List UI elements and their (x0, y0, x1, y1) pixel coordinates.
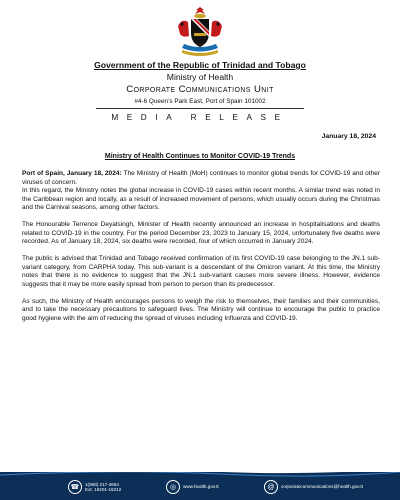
media-release-label: MEDIA RELEASE (111, 113, 289, 122)
paragraph-intro (22, 170, 380, 187)
website-link[interactable]: www.health.gov.tt (183, 484, 219, 490)
paragraph-2: In this regard, the Ministry notes the global increase in COVID-19 cases within recent months. A similar trend was noted in the Caribbean region and locally, as a result of increased movement of persons, which usually occurs during the Christmas and the Carnival seasons, among other factors. (22, 187, 380, 211)
government-title: Government of the Republic of Trinidad and Tobago (94, 60, 306, 70)
phone-number: 1(868) 217-4664 (85, 481, 119, 487)
paragraph-3: The Honourable Terrence Deyalsingh, Minister of Health recently announced an increase in hospitalisations and deaths related to COVID-19 in the country. For the period December 23, 2023 to January 15, 2024, unfortunately five deaths were recorded. As of January 18, 2024, six deaths were recorded, four of which occurred in January 2024. (22, 221, 380, 245)
header-divider (96, 108, 304, 109)
release-date: January 18, 2024 (321, 133, 376, 140)
paragraph-4: The public is advised that Trinidad and Tobago received confirmation of its first COVID-19 case belonging to the JN.1 sub-variant category, from CARPHA today. This sub-variant is a descendant of the Omicron variant. At this time, the Ministry notes that there is no evidence to suggest that the JN.1 sub-variant causes more severe illness. However, evidence suggests that it may be more easily spread from person to person than its predecessor. (22, 255, 380, 288)
phone-contact[interactable] (68, 480, 121, 494)
ministry-name: Ministry of Health (166, 72, 234, 82)
website-contact[interactable] (166, 480, 219, 494)
phone-extension: Ext. 16201-16212 (85, 487, 122, 492)
phone-icon: ☎ (68, 480, 82, 494)
contact-footer (0, 472, 400, 500)
paragraph-intro-text: The Ministry of Health (MoH) continues to monitor global trends for COVID-19 and other viruses of concern. (22, 170, 380, 186)
email-contact[interactable] (264, 480, 363, 494)
paragraph-5: As such, the Ministry of Health encourages persons to weigh the risk to themselves, their families and their communities, and to take the necessary precautions to safeguard lives. The Ministry will continue to encourage the public to practice good hygiene with the aim of reducing the spread of viruses including Influenza and COVID-19. (22, 297, 380, 322)
at-sign-icon: @ (264, 480, 278, 494)
globe-icon: ◎ (166, 480, 180, 494)
unit-name: Corporate Communications Unit (126, 84, 274, 95)
footer-wave (0, 472, 400, 478)
release-headline: Ministry of Health Continues to Monitor COVID-19 Trends (104, 153, 296, 160)
email-link[interactable]: corporatecommunications@health.gov.tt (281, 484, 363, 490)
coat-of-arms-icon (172, 4, 228, 60)
unit-address: #4-6 Queen’s Park East, Port of Spain 101002 (134, 98, 266, 105)
release-body (22, 170, 380, 332)
dateline: Port of Spain, January 18, 2024: (22, 170, 122, 177)
